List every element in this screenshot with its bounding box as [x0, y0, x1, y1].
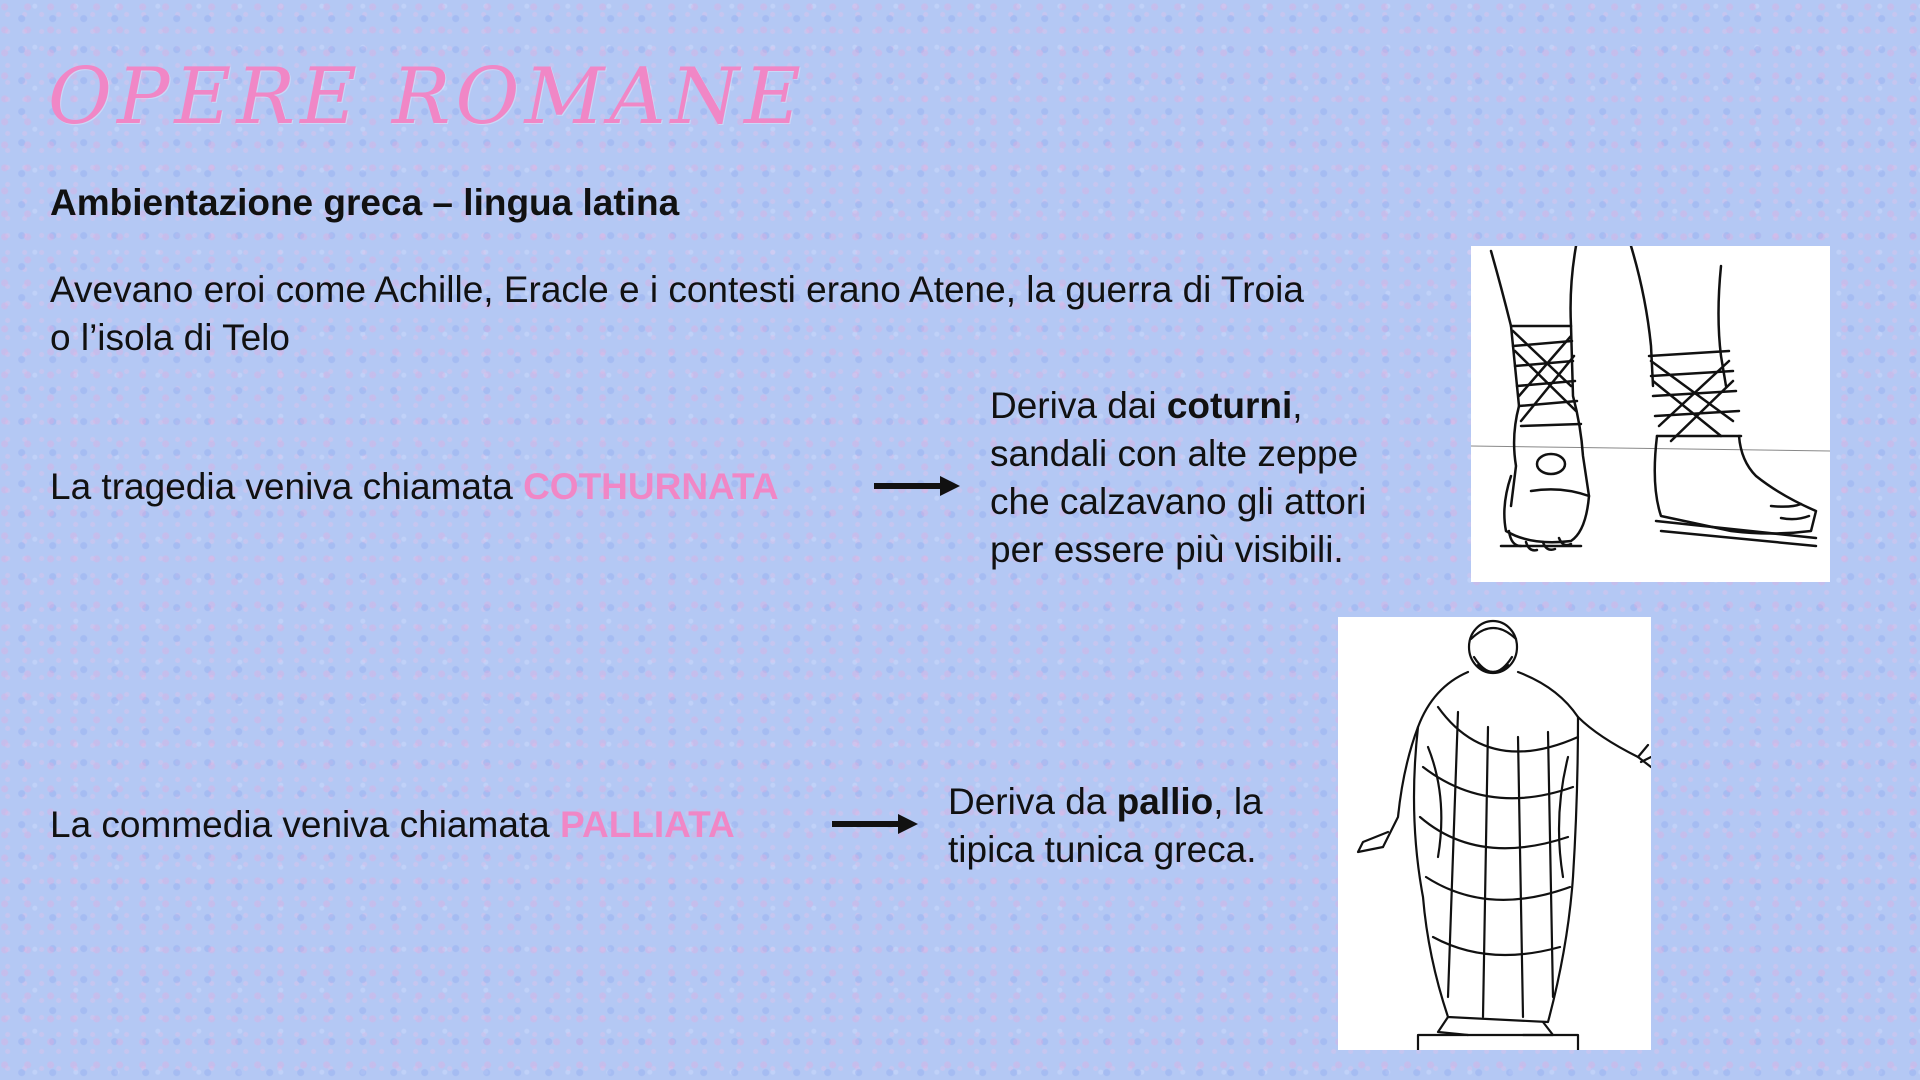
tragedy-desc-bold: coturni — [1166, 385, 1293, 426]
slide-title: OPERE ROMANE — [48, 52, 806, 142]
tragedy-statement — [50, 466, 779, 508]
comedy-desc-line-2: tipica tunica greca. — [948, 829, 1257, 870]
intro-paragraph — [50, 266, 1430, 362]
cothurni-sandals-illustration — [1471, 246, 1830, 582]
tragedy-desc-after-bold: , — [1292, 385, 1303, 426]
comedy-desc-line-1 — [948, 778, 1328, 826]
slide-subtitle: Ambientazione greca – lingua latina — [50, 182, 680, 223]
tragedy-desc-line-1 — [990, 382, 1450, 430]
right-arrow-icon — [874, 476, 960, 496]
tragedy-prefix: La tragedia veniva chiamata — [50, 466, 524, 507]
tragedy-desc-line-3: che calzavano gli attori — [990, 481, 1367, 522]
tragedy-term: COTHURNATA — [523, 466, 779, 507]
comedy-desc-after-bold: , la — [1213, 781, 1263, 822]
comedy-desc-lead: Deriva da — [948, 781, 1117, 822]
comedy-description — [948, 778, 1328, 874]
tragedy-desc-line-2: sandali con alte zeppe — [990, 433, 1359, 474]
comedy-desc-bold: pallio — [1116, 781, 1214, 822]
comedy-term: PALLIATA — [560, 804, 735, 845]
intro-line-2: o l’isola di Telo — [50, 317, 290, 358]
right-arrow-icon — [832, 814, 918, 834]
comedy-statement — [50, 804, 735, 846]
tragedy-description — [990, 382, 1450, 574]
comedy-prefix: La commedia veniva chiamata — [50, 804, 561, 845]
tragedy-desc-line-4: per essere più visibili. — [990, 529, 1344, 570]
intro-line-1: Avevano eroi come Achille, Eracle e i contesti erano Atene, la guerra di Troia — [50, 269, 1304, 310]
tragedy-desc-lead: Deriva dai — [990, 385, 1167, 426]
pallium-statue-illustration — [1338, 617, 1651, 1050]
